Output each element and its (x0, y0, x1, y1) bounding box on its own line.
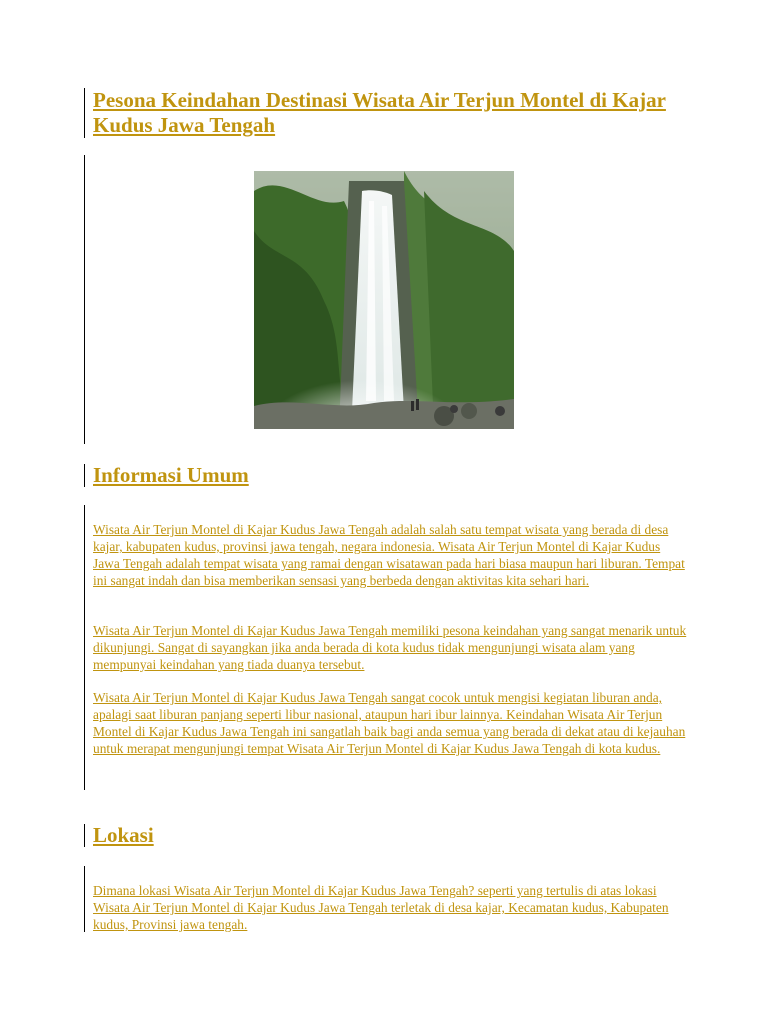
paragraph-informasi-1[interactable]: Wisata Air Terjun Montel di Kajar Kudus Jawa Tengah adalah salah satu tempat wisata yang berada di desa kajar, kabupaten kudus, provinsi jawa tengah, negara indonesia. Wisata Air Terjun Montel di Kajar Kudus Jawa Tengah adalah tempat wisata yang ramai dengan wisatawan pada hari biasa maupun hari liburan. Tempat ini sangat indah dan bisa memberikan sensasi yang berbeda dengan aktivitas kita sehari hari. (93, 522, 685, 588)
section-heading-informasi-umum[interactable]: Informasi Umum (93, 463, 249, 487)
heading-lokasi-change-bar (84, 824, 85, 847)
waterfall-photo (254, 171, 514, 429)
image-change-bar (84, 155, 85, 444)
page-title[interactable]: Pesona Keindahan Destinasi Wisata Air Terjun Montel di Kajar Kudus Jawa Tengah (93, 88, 666, 137)
title-change-bar (84, 88, 85, 138)
paragraph-informasi-3[interactable]: Wisata Air Terjun Montel di Kajar Kudus Jawa Tengah sangat cocok untuk mengisi kegiatan liburan anda, apalagi saat liburan panjang seperti libur nasional, ataupun hari ibur lainnya. Keindahan Wisata Air Terjun Montel di Kajar Kudus Jawa Tengah ini sangatlah baik bagi anda semua yang berada di dekat atau di kejauhan untuk merapat mengunjungi tempat Wisata Air Terjun Montel di Kajar Kudus Jawa Tengah di kota kudus. (93, 690, 686, 756)
waterfall-image-icon (254, 171, 514, 429)
section-informasi-change-bar (84, 505, 85, 790)
section-lokasi-change-bar (84, 866, 85, 932)
paragraph-lokasi-1[interactable]: Dimana lokasi Wisata Air Terjun Montel di Kajar Kudus Jawa Tengah? seperti yang tertulis di atas lokasi Wisata Air Terjun Montel di Kajar Kudus Jawa Tengah terletak di desa kajar, Kecamatan kudus, Kabupaten kudus, Provinsi jawa tengah. (93, 883, 669, 932)
heading-informasi-change-bar (84, 464, 85, 487)
paragraph-informasi-2[interactable]: Wisata Air Terjun Montel di Kajar Kudus Jawa Tengah memiliki pesona keindahan yang sangat menarik untuk dikunjungi. Sangat di sayangkan jika anda berada di kota kudus tidak mengunjungi wisata alam yang mempunyai keindahan yang tiada duanya tersebut. (93, 623, 687, 672)
section-heading-lokasi[interactable]: Lokasi (93, 823, 154, 847)
